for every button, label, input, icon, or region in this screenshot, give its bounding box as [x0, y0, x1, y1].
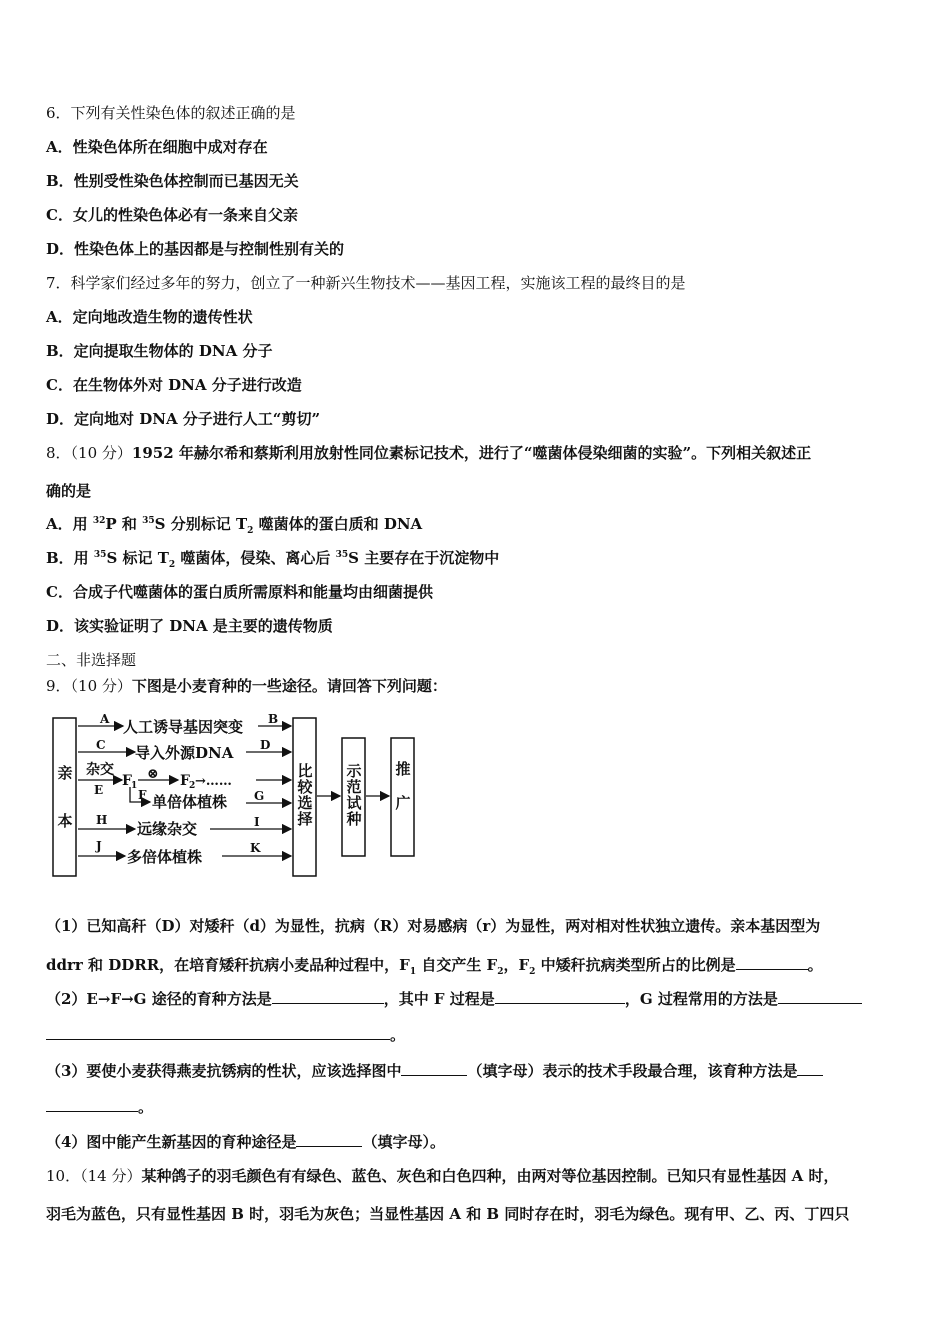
svg-text:示: 示	[346, 762, 362, 780]
svg-text:2: 2	[189, 781, 196, 791]
svg-text:D: D	[260, 738, 271, 752]
svg-text:A: A	[100, 712, 110, 726]
answer-blank-3a[interactable]	[401, 1061, 467, 1076]
q9-part3-line1: （3）要使小麦获得燕麦抗锈病的性状，应该选择图中 （填字母）表示的技术手段最合理，该育种方法是	[46, 1061, 823, 1081]
q10-stem-line1: 10．（14 分）某种鸽子的羽毛颜色有有绿色、蓝色、灰色和白色四种，由两对等位基因控制。已知只有显性基因 A 时，	[46, 1167, 839, 1185]
q9-part1-line2: ddrr 和 DDRR，在培育矮秆抗病小麦品种过程中，$F_1$ 自交产生 $F_2$，$F_2$ 中矮秆抗病类型所占的比例是 。	[46, 956, 823, 977]
answer-blank-2a[interactable]	[272, 989, 384, 1004]
q8-stem-line1	[46, 443, 811, 463]
q9-stem: 9．（10 分）下图是小麦育种的一些途径。请回答下列问题：	[46, 677, 447, 695]
svg-text:择: 择	[297, 810, 313, 828]
cross-label: 杂交	[86, 762, 114, 778]
svg-text:选: 选	[297, 794, 313, 812]
q7-option-b: B．定向提取生物体的 DNA 分子	[46, 342, 273, 360]
svg-text:F: F	[122, 773, 132, 789]
answer-blank-2d[interactable]	[46, 1025, 390, 1040]
q9-part1-line1: （1）已知高秆（D）对矮秆（d）为显性，抗病（R）对易感病（r）为显性，两对相对性状独立遗传。亲本基因型为	[46, 917, 821, 935]
section-heading: 二、非选择题	[46, 651, 137, 669]
answer-blank-3b[interactable]	[797, 1061, 823, 1076]
svg-text:K: K	[250, 841, 261, 855]
answer-blank-3c[interactable]	[46, 1097, 138, 1112]
polyploid-label: 多倍体植株	[127, 848, 203, 866]
svg-text:G: G	[254, 789, 265, 803]
q8-option-b: B．用 $^{35}$S 标记 $T_2$ 噬菌体，侵染、离心后 $^{35}$S 主要存在于沉淀物中	[46, 549, 500, 570]
svg-text:较: 较	[297, 778, 313, 796]
import-dna-label: 导入外源DNA	[135, 744, 234, 762]
q8-number: 8．（10 分）	[46, 444, 132, 462]
q9-part4: （4）图中能产生新基因的育种途径是 （填字母）。	[46, 1133, 445, 1151]
q6-option-c: C．女儿的性染色体必有一条来自父亲	[46, 206, 298, 224]
parent-char-2: 本	[57, 812, 73, 830]
breeding-diagram	[50, 712, 422, 882]
selfing-symbol: ⊗	[147, 766, 159, 782]
svg-text:F: F	[138, 788, 147, 802]
q6-option-b: B．性别受性染色体控制而已基因无关	[46, 172, 299, 190]
q7-option-c: C．在生物体外对 DNA 分子进行改造	[46, 376, 302, 394]
answer-blank-1[interactable]	[736, 955, 808, 970]
distant-cross-label: 远缘杂交	[137, 820, 198, 838]
svg-text:B: B	[268, 712, 279, 726]
q8-option-a: A．用 $^{32}$P 和 $^{35}$S 分别标记 $T_2$ 噬菌体的蛋白质和 DNA	[46, 515, 423, 536]
q8-option-c: C．合成子代噬菌体的蛋白质所需原料和能量均由细菌提供	[46, 583, 433, 601]
q10-number: 10．（14 分）	[46, 1167, 142, 1185]
parent-box	[53, 718, 76, 876]
q6-stem: 6．下列有关性染色体的叙述正确的是	[46, 104, 296, 122]
svg-text:比: 比	[297, 762, 313, 780]
svg-text:1: 1	[131, 781, 138, 791]
answer-blank-4[interactable]	[296, 1132, 362, 1147]
q8-stem-text: 1952 年赫尔希和蔡斯利用放射性同位素标记技术，进行了“噬菌体侵染细菌的实验”。下列相关叙述正	[131, 444, 812, 462]
q7-option-a: A．定向地改造生物的遗传性状	[46, 308, 253, 326]
q10-stem-line2: 羽毛为蓝色，只有显性基因 B 时，羽毛为灰色；当显性基因 A 和 B 同时存在时，羽毛为绿色。现有甲、乙、丙、丁四只	[46, 1205, 850, 1223]
svg-text:→……: →……	[195, 774, 232, 789]
svg-text:广: 广	[395, 794, 411, 812]
q7-stem: 7．科学家们经过多年的努力，创立了一种新兴生物技术——基因工程，实施该工程的最终目的是	[46, 274, 686, 292]
svg-text:F: F	[180, 773, 190, 789]
q7-option-d: D．定向地对 DNA 分子进行人工“剪切”	[46, 410, 321, 428]
q9-part3-line2: 。	[46, 1097, 153, 1117]
q6-option-d: D．性染色体上的基因都是与控制性别有关的	[46, 240, 345, 258]
q8-option-d: D．该实验证明了 DNA 是主要的遗传物质	[46, 617, 333, 635]
svg-text:试: 试	[346, 794, 362, 812]
parent-char-1: 亲	[57, 764, 73, 782]
induce-label: 人工诱导基因突变	[123, 718, 244, 736]
haploid-label: 单倍体植株	[152, 793, 228, 811]
answer-blank-2b[interactable]	[495, 989, 625, 1004]
svg-text:种: 种	[346, 810, 362, 828]
q9-part2-line2: 。	[46, 1025, 405, 1045]
svg-text:C: C	[96, 738, 106, 752]
q9-number: 9．（10 分）	[46, 677, 132, 695]
q9-part2-line1: （2）E→F→G 途径的育种方法是 ，其中 F 过程是 ，G 过程常用的方法是	[46, 989, 862, 1009]
q8-stem-line2: 确的是	[46, 482, 92, 500]
q6-option-a: A．性染色体所在细胞中成对存在	[46, 138, 268, 156]
answer-blank-2c[interactable]	[778, 989, 862, 1004]
svg-text:I: I	[254, 815, 260, 829]
svg-text:推: 推	[395, 760, 411, 778]
svg-text:范: 范	[346, 778, 362, 796]
svg-text:H: H	[96, 813, 108, 827]
svg-text:E: E	[94, 783, 104, 797]
svg-text:J: J	[96, 839, 102, 853]
